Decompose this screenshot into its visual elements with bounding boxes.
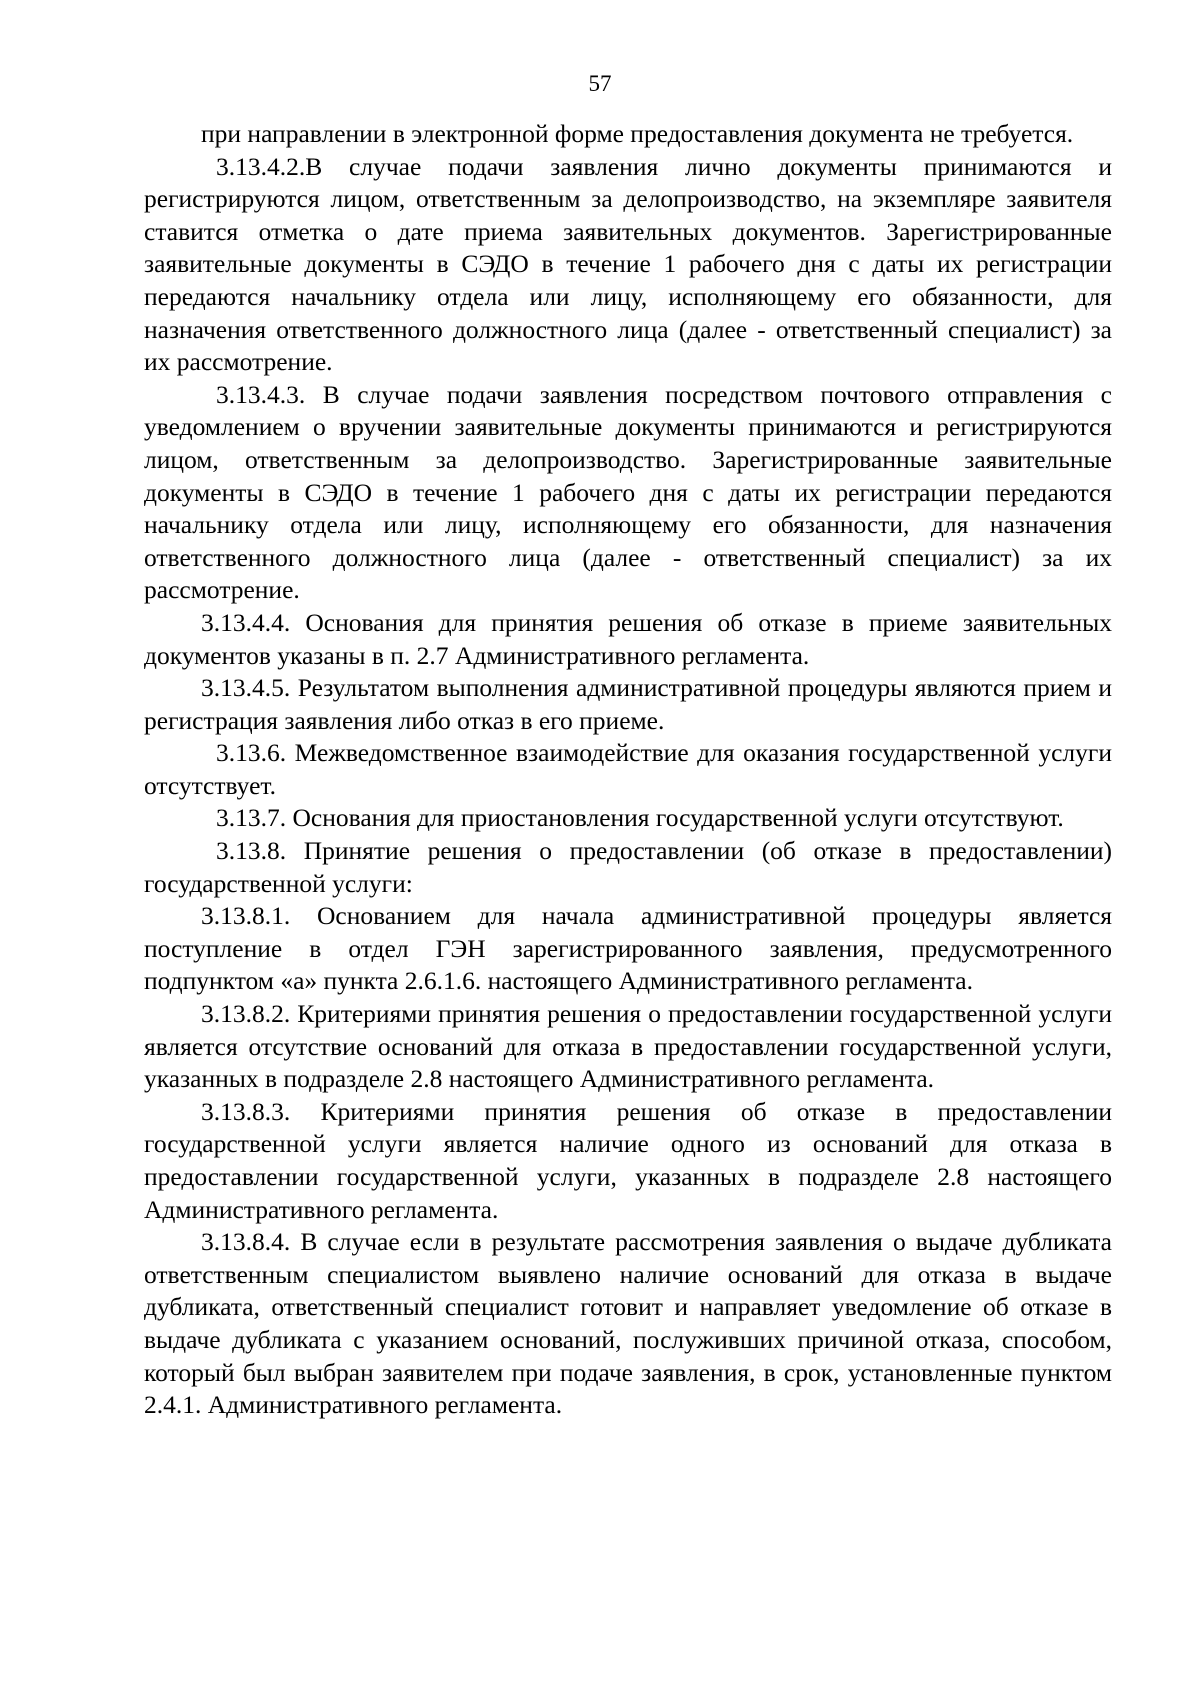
paragraph-continuation: при направлении в электронной форме предоставления документа не требуется. xyxy=(201,119,1074,148)
paragraph-3-13-4-4: 3.13.4.4. Основания для принятия решения об отказе в приеме заявительных документов указаны в п. 2.7 Административного регламента. xyxy=(144,607,1112,670)
paragraph-3-13-4-5: 3.13.4.5. Результатом выполнения административной процедуры являются прием и регистрация заявления либо отказ в его приеме. xyxy=(144,673,1112,735)
document-body xyxy=(144,118,1112,1422)
paragraph-3-13-4-3: 3.13.4.3. В случае подачи заявления посредством почтового отправления с уведомлением о вручении заявительные документы принимаются и регистрируются лицом, ответственным за делопроизводство. Зарегистрированные заявительные документы в СЭДО в течение 1 рабочего дня с даты их регистрации передаются начальнику отдела или лицу, исполняющему его обязанности, для назначения ответственного должностного лица (далее - ответственный специалист) за их рассмотрение. xyxy=(144,379,1112,605)
paragraph-3-13-8-2: 3.13.8.2. Критериями принятия решения о предоставлении государственной услуги является отсутствие оснований для отказа в предоставлении государственной услуги, указанных в подразделе 2.8 настоящего Административного регламента. xyxy=(144,999,1112,1094)
paragraph-3-13-8-3: 3.13.8.3. Критериями принятия решения об отказе в предоставлении государственной услуги является наличие одного из оснований для отказа в предоставлении государственной услуги, указанных в подразделе 2.8 настоящего Административного регламента. xyxy=(144,1096,1112,1224)
paragraph-3-13-8-4: 3.13.8.4. В случае если в результате рассмотрения заявления о выдаче дубликата ответственным специалистом выявлено наличие оснований для отказа в выдаче дубликата, ответственный специалист готовит и направляет уведомление об отказе в выдаче дубликата с указанием оснований, послуживших причиной отказа, способом, который был выбран заявителем при подаче заявления, в срок, установленные пунктом 2.4.1. Административного регламента. xyxy=(144,1227,1112,1420)
paragraph-3-13-6: 3.13.6. Межведомственное взаимодействие для оказания государственной услуги отсутствует. xyxy=(144,738,1112,800)
paragraph-3-13-4-2: 3.13.4.2.В случае подачи заявления лично документы принимаются и регистрируются лицом, ответственным за делопроизводство, на экземпляре заявителя ставится отметка о дате приема заявительных документов. Зарегистрированные заявительные документы в СЭДО в течение 1 рабочего дня с даты их регистрации передаются начальнику отдела или лицу, исполняющему его обязанности, для назначения ответственного должностного лица (далее - ответственный специалист) за их рассмотрение. xyxy=(144,151,1112,377)
page-number: 57 xyxy=(588,71,612,96)
paragraph-3-13-8-1: 3.13.8.1. Основанием для начала административной процедуры является поступление в отдел ГЭН зарегистрированного заявления, предусмотренного подпунктом «а» пункта 2.6.1.6. настоящего Административного регламента. xyxy=(144,901,1112,996)
paragraph-3-13-8: 3.13.8. Принятие решения о предоставлении (об отказе в предоставлении) государственной услуги: xyxy=(144,836,1112,898)
paragraph-3-13-7: 3.13.7. Основания для приостановления государственной услуги отсутствуют. xyxy=(216,803,1064,833)
